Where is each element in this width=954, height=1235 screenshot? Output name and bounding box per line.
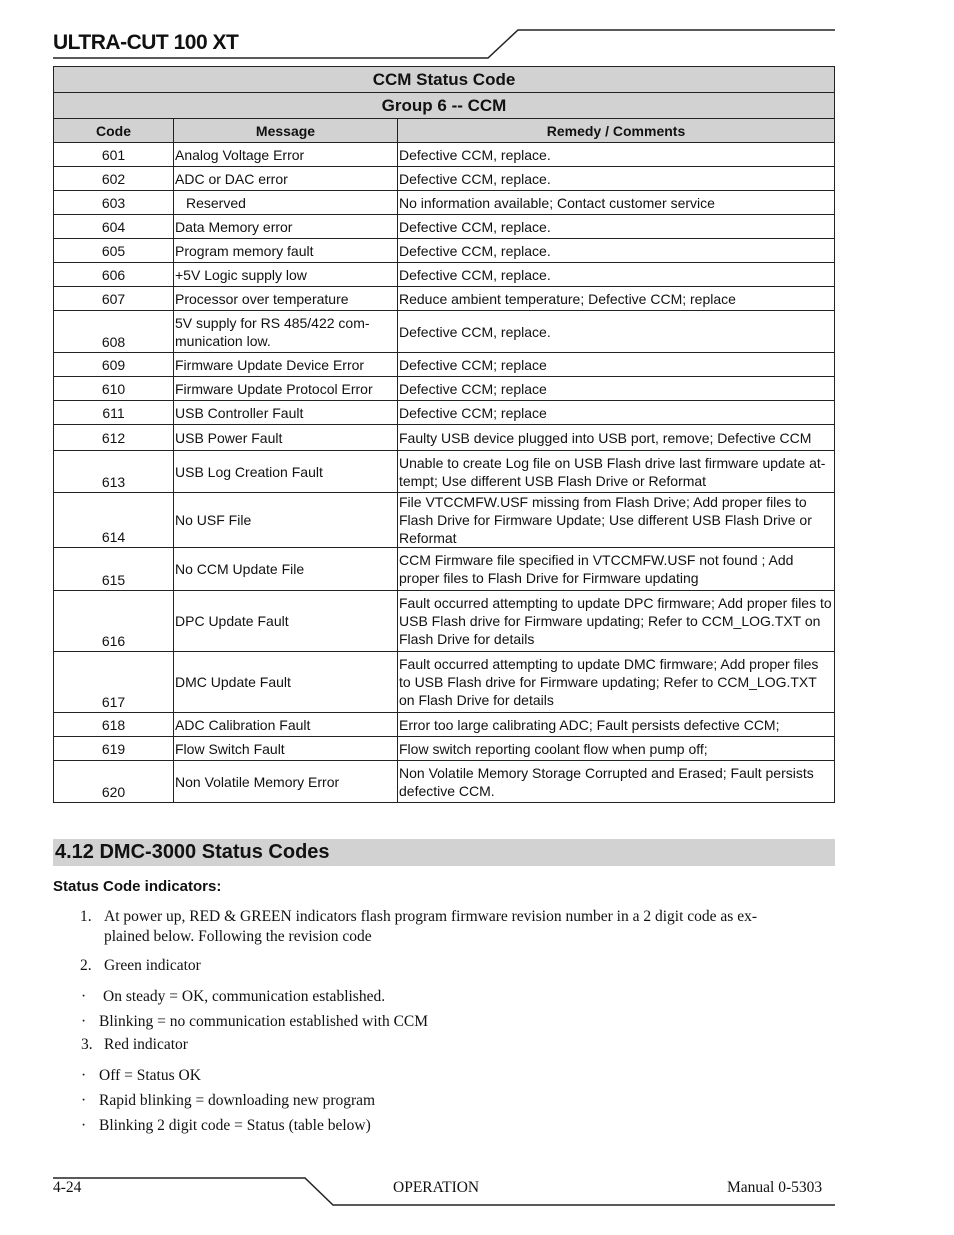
cell-remedy: Defective CCM, replace. [398,263,835,287]
cell-code: 619 [54,737,174,761]
cell-message: Analog Voltage Error [174,143,398,167]
cell-remedy: Unable to create Log file on USB Flash drive last firmware update at-tempt; Use different USB Flash Drive or Reformat [398,451,835,493]
cell-remedy: Defective CCM, replace. [398,239,835,263]
cell-remedy: Defective CCM; replace [398,377,835,401]
list-item-text: Blinking 2 digit code = Status (table below) [99,1117,371,1134]
table-group: Group 6 -- CCM [54,93,835,119]
bullet: · [81,1117,87,1134]
section-subtitle: Status Code indicators: [53,878,222,895]
cell-code: 610 [54,377,174,401]
cell-code: 617 [54,652,174,713]
list-item-text: plained below. Following the revision code [104,928,372,945]
cell-code: 609 [54,353,174,377]
table-row [54,737,835,761]
cell-code: 601 [54,143,174,167]
table-row [54,353,835,377]
column-header-code: Code [54,119,174,143]
cell-message: USB Power Fault [174,425,398,451]
bullet: · [81,1013,87,1030]
cell-message: Firmware Update Protocol Error [174,377,398,401]
table-row [54,215,835,239]
list-item-text: Green indicator [104,957,201,974]
table-row [54,143,835,167]
table-row [54,191,835,215]
list-item-text: Rapid blinking = downloading new program [99,1092,376,1109]
footer-section: OPERATION [393,1179,480,1196]
column-header-remedy: Remedy / Comments [398,119,835,143]
table-row [54,311,835,353]
table-title: CCM Status Code [54,67,835,93]
cell-code: 608 [54,311,174,353]
cell-remedy: Faulty USB device plugged into USB port, remove; Defective CCM [398,425,835,451]
cell-remedy: Flow switch reporting coolant flow when pump off; [398,737,835,761]
list-item-text: At power up, RED & GREEN indicators flash program firmware revision number in a 2 digit code as ex- [104,908,757,925]
list-item-text: Off = Status OK [99,1067,201,1084]
cell-message: DMC Update Fault [174,652,398,713]
table-row [54,548,835,591]
table-row [54,425,835,451]
cell-remedy: Fault occurred attempting to update DMC firmware; Add proper files to USB Flash drive for Firmware updating; Refer to CCM_LOG.TXT on Flash Drive for details [398,652,835,713]
cell-code: 611 [54,401,174,425]
cell-message: +5V Logic supply low [174,263,398,287]
cell-remedy: Fault occurred attempting to update DPC firmware; Add proper files to USB Flash drive for Firmware updating; Refer to CCM_LOG.TXT on Flash Drive for details [398,591,835,652]
table-row [54,713,835,737]
cell-code: 606 [54,263,174,287]
bullet: · [81,1092,87,1109]
cell-remedy: Error too large calibrating ADC; Fault persists defective CCM; [398,713,835,737]
table-row [54,591,835,652]
list-item-text: On steady = OK, communication established. [103,988,386,1005]
cell-remedy: Non Volatile Memory Storage Corrupted and Erased; Fault persists defective CCM. [398,761,835,803]
bullet: · [81,1067,87,1084]
cell-message: Non Volatile Memory Error [174,761,398,803]
ccm-status-table [53,66,835,803]
cell-code: 605 [54,239,174,263]
item-number: 1. [80,908,92,925]
cell-remedy: No information available; Contact customer service [398,191,835,215]
item-number: 3. [81,1036,93,1053]
cell-code: 618 [54,713,174,737]
cell-code: 614 [54,493,174,548]
cell-remedy: Defective CCM; replace [398,401,835,425]
cell-code: 620 [54,761,174,803]
column-header-message: Message [174,119,398,143]
cell-message: DPC Update Fault [174,591,398,652]
cell-message: 5V supply for RS 485/422 com-munication low. [174,311,398,353]
cell-message: Processor over temperature [174,287,398,311]
cell-message: Reserved [174,191,398,215]
table-row [54,652,835,713]
table-row [54,263,835,287]
cell-code: 613 [54,451,174,493]
bullet: · [81,988,87,1005]
cell-remedy: Reduce ambient temperature; Defective CCM; replace [398,287,835,311]
cell-code: 603 [54,191,174,215]
cell-remedy: Defective CCM, replace. [398,215,835,239]
cell-code: 612 [54,425,174,451]
cell-remedy: File VTCCMFW.USF missing from Flash Drive; Add proper files to Flash Drive for Firmware Update; Use different USB Flash Drive or Reformat [398,493,835,548]
cell-remedy: Defective CCM, replace. [398,311,835,353]
document-title: ULTRA-CUT 100 XT [53,31,239,54]
list-item-text: Red indicator [104,1036,188,1053]
cell-message: ADC Calibration Fault [174,713,398,737]
list-item-text: Blinking = no communication established with CCM [99,1013,429,1030]
cell-message: Flow Switch Fault [174,737,398,761]
cell-message: No CCM Update File [174,548,398,591]
item-number: 2. [80,957,92,974]
cell-message: USB Log Creation Fault [174,451,398,493]
cell-message: Firmware Update Device Error [174,353,398,377]
table-row [54,377,835,401]
table-row [54,761,835,803]
cell-message: Data Memory error [174,215,398,239]
cell-remedy: CCM Firmware file specified in VTCCMFW.USF not found ; Add proper files to Flash Drive for Firmware updating [398,548,835,591]
table-row [54,287,835,311]
page-number: 4-24 [53,1179,82,1196]
cell-remedy: Defective CCM, replace. [398,143,835,167]
cell-code: 615 [54,548,174,591]
table-row [54,451,835,493]
cell-message: Program memory fault [174,239,398,263]
table-row [54,493,835,548]
cell-message: ADC or DAC error [174,167,398,191]
cell-message: No USF File [174,493,398,548]
cell-code: 602 [54,167,174,191]
table-row [54,167,835,191]
cell-remedy: Defective CCM; replace [398,353,835,377]
manual-number: Manual 0-5303 [727,1179,823,1196]
cell-code: 607 [54,287,174,311]
section-title: 4.12 DMC-3000 Status Codes [55,841,330,863]
cell-remedy: Defective CCM, replace. [398,167,835,191]
cell-code: 616 [54,591,174,652]
table-row [54,239,835,263]
cell-message: USB Controller Fault [174,401,398,425]
cell-code: 604 [54,215,174,239]
table-row [54,401,835,425]
